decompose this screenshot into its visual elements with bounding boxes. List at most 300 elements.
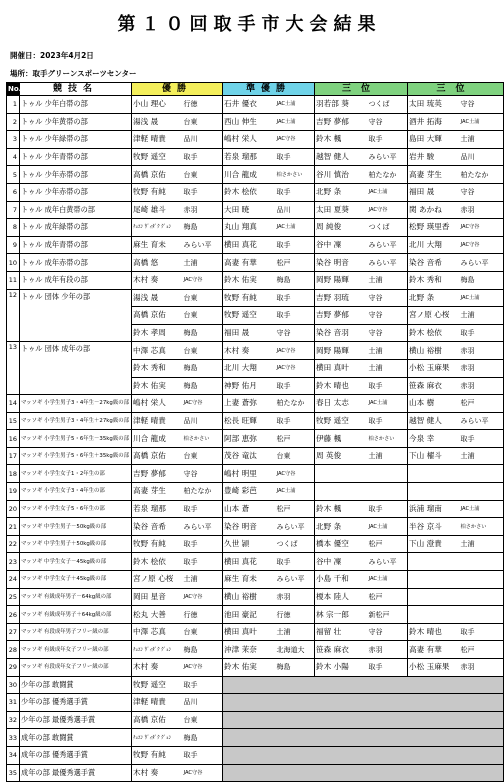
school-name: 行徳 bbox=[183, 96, 223, 114]
school-name: 土浦 bbox=[276, 623, 315, 641]
athlete-name: 川合 龍成 bbox=[132, 430, 183, 448]
school-name: 梅島 bbox=[276, 271, 315, 289]
school-name: みらい平 bbox=[183, 236, 223, 254]
event-name: マッソギ 小学生女子3・4年生の部 bbox=[20, 483, 132, 501]
school-name: 梅島 bbox=[183, 324, 223, 342]
athlete-name: 高妻 有華 bbox=[408, 641, 460, 659]
athlete-name: 神野 佑月 bbox=[223, 377, 276, 395]
school-name: 松戸 bbox=[276, 254, 315, 272]
athlete-name: 牧野 遥空 bbox=[223, 307, 276, 325]
school-name: JAC守谷 bbox=[183, 659, 223, 677]
athlete-name: 木村 奏 bbox=[132, 659, 183, 677]
school-name: 取手 bbox=[368, 500, 408, 518]
table-row bbox=[7, 641, 504, 659]
athlete-name: 下山 櫂斗 bbox=[408, 447, 460, 465]
event-name: 成年の部 最優秀選手賞 bbox=[20, 764, 132, 782]
school-name: 取手 bbox=[460, 324, 504, 342]
school-name: 松戸 bbox=[368, 535, 408, 553]
school-name bbox=[368, 465, 408, 483]
row-number: 1 bbox=[7, 96, 20, 114]
school-name: 梅島 bbox=[183, 377, 223, 395]
event-name: トゥル 少年白帯の部 bbox=[20, 96, 132, 114]
athlete-name: 麻生 育未 bbox=[132, 236, 183, 254]
athlete-name: 小山 理心 bbox=[132, 96, 183, 114]
athlete-name: 川合 龍成 bbox=[223, 166, 276, 184]
row-number: 30 bbox=[7, 676, 20, 694]
school-name: 赤羽 bbox=[460, 359, 504, 377]
school-name: 取手 bbox=[276, 412, 315, 430]
athlete-name: 小島 千和 bbox=[315, 571, 368, 589]
school-name: 柏さかさい bbox=[276, 166, 315, 184]
school-name: 取手 bbox=[183, 535, 223, 553]
athlete-name bbox=[408, 465, 460, 483]
header-third-2: 三位 bbox=[408, 83, 504, 96]
athlete-name: 谷川 慎治 bbox=[315, 166, 368, 184]
row-number: 29 bbox=[7, 659, 20, 677]
athlete-name: 宮ノ原 心桜 bbox=[132, 571, 183, 589]
athlete-name: 北野 条 bbox=[408, 289, 460, 307]
school-name: JAC土浦 bbox=[368, 183, 408, 201]
table-row bbox=[7, 96, 504, 114]
event-name: マッソギ 中学生女子＋45kg級の部 bbox=[20, 571, 132, 589]
school-name: 土浦 bbox=[460, 447, 504, 465]
header-third-1: 三位 bbox=[315, 83, 408, 96]
athlete-name: 岡野 陽輝 bbox=[315, 342, 368, 360]
event-name: トゥル 少年赤帯の部 bbox=[20, 183, 132, 201]
athlete-name: 橋本 優空 bbox=[315, 535, 368, 553]
school-name bbox=[460, 588, 504, 606]
school-name: 土浦 bbox=[368, 359, 408, 377]
row-number: 13 bbox=[7, 342, 20, 395]
athlete-name: 牧野 有純 bbox=[132, 746, 183, 764]
school-name: 柏たなか bbox=[368, 166, 408, 184]
athlete-name: 北川 大翔 bbox=[223, 359, 276, 377]
school-name: 土浦 bbox=[183, 571, 223, 589]
athlete-name: 半谷 京斗 bbox=[408, 518, 460, 536]
row-number: 15 bbox=[7, 412, 20, 430]
event-name: 成年の部 優秀選手賞 bbox=[20, 746, 132, 764]
athlete-name: 吉野 夢郁 bbox=[315, 307, 368, 325]
athlete-name: 北野 条 bbox=[315, 183, 368, 201]
row-number: 2 bbox=[7, 113, 20, 131]
event-name: マッソギ 有段成年男子フリー級の部 bbox=[20, 623, 132, 641]
row-number: 4 bbox=[7, 148, 20, 166]
school-name: 柏さかさい bbox=[368, 430, 408, 448]
school-name: 柏たなか bbox=[183, 483, 223, 501]
school-name: つくば bbox=[368, 96, 408, 114]
school-name: 松戸 bbox=[276, 500, 315, 518]
school-name: JAC土浦 bbox=[276, 113, 315, 131]
school-name: 松戸 bbox=[460, 395, 504, 413]
school-name: 品川 bbox=[276, 201, 315, 219]
event-name: マッソギ 有級成年男子＋64kg級の部 bbox=[20, 606, 132, 624]
athlete-name: 越智 健人 bbox=[408, 412, 460, 430]
school-name: みらい平 bbox=[460, 254, 504, 272]
athlete-name: 尾崎 雄斗 bbox=[132, 201, 183, 219]
athlete-name: 池田 豪記 bbox=[223, 606, 276, 624]
row-number: 28 bbox=[7, 641, 20, 659]
table-row bbox=[7, 289, 504, 307]
row-number: 5 bbox=[7, 166, 20, 184]
athlete-name: ﾁｭｴﾝ ｳﾞｨﾀﾞｸ ｸﾞｪﾝ bbox=[132, 219, 183, 237]
row-number: 11 bbox=[7, 271, 20, 289]
school-name: 台東 bbox=[183, 113, 223, 131]
school-name: 取手 bbox=[183, 553, 223, 571]
athlete-name: 北川 大翔 bbox=[408, 236, 460, 254]
school-name: 梅島 bbox=[276, 659, 315, 677]
school-name: 新松戸 bbox=[368, 606, 408, 624]
school-name: 守谷 bbox=[368, 324, 408, 342]
school-name: 台東 bbox=[183, 623, 223, 641]
school-name: 赤羽 bbox=[183, 201, 223, 219]
athlete-name: 高橋 京佑 bbox=[132, 447, 183, 465]
row-number: 24 bbox=[7, 571, 20, 589]
empty-cell bbox=[223, 746, 504, 764]
table-row bbox=[7, 219, 504, 237]
table-row bbox=[7, 148, 504, 166]
athlete-name: 横山 裕樹 bbox=[223, 588, 276, 606]
school-name: 柏さかさい bbox=[460, 518, 504, 536]
school-name: 守谷 bbox=[460, 183, 504, 201]
school-name: 台東 bbox=[183, 711, 223, 729]
athlete-name: 横田 真花 bbox=[223, 553, 276, 571]
date-line: 開催日：2023年4月2日 bbox=[10, 51, 94, 60]
event-name: トゥル 成年赤帯の部 bbox=[20, 254, 132, 272]
event-name: トゥル 団体 少年の部 bbox=[20, 289, 132, 342]
athlete-name: 高橋 京佑 bbox=[132, 307, 183, 325]
athlete-name: 鈴木 小陽 bbox=[315, 659, 368, 677]
row-number: 18 bbox=[7, 465, 20, 483]
school-name: JAC守谷 bbox=[183, 271, 223, 289]
school-name: 取手 bbox=[368, 377, 408, 395]
athlete-name: 鈴木 楓 bbox=[315, 131, 368, 149]
athlete-name: 羽若部 葵 bbox=[315, 96, 368, 114]
school-name: 取手 bbox=[183, 183, 223, 201]
school-name: JAC土浦 bbox=[460, 113, 504, 131]
school-name: JAC守谷 bbox=[460, 236, 504, 254]
school-name: 取手 bbox=[276, 148, 315, 166]
athlete-name: 春日 太志 bbox=[315, 395, 368, 413]
row-number: 17 bbox=[7, 447, 20, 465]
athlete-name: ﾁｭｴﾝ ｳﾞｨﾀﾞｸ ｸﾞｪﾝ bbox=[132, 641, 183, 659]
athlete-name: 松丸 大善 bbox=[132, 606, 183, 624]
school-name: 取手 bbox=[460, 623, 504, 641]
school-name: 赤羽 bbox=[276, 588, 315, 606]
school-name: 品川 bbox=[183, 412, 223, 430]
school-name: 柏たなか bbox=[460, 166, 504, 184]
row-number: 25 bbox=[7, 588, 20, 606]
table-row bbox=[7, 201, 504, 219]
event-name: トゥル 成年白黄帯の部 bbox=[20, 201, 132, 219]
athlete-name: 山本 樹 bbox=[408, 395, 460, 413]
school-name: みらい平 bbox=[276, 518, 315, 536]
table-row bbox=[7, 694, 504, 712]
school-name bbox=[460, 465, 504, 483]
athlete-name: 横田 真花 bbox=[223, 236, 276, 254]
school-name: JAC守谷 bbox=[183, 395, 223, 413]
school-name: 台東 bbox=[183, 289, 223, 307]
athlete-name: 鈴木 孝周 bbox=[132, 324, 183, 342]
school-name bbox=[460, 553, 504, 571]
table-row bbox=[7, 483, 504, 501]
event-name: マッソギ 小学生男子3・4年生－27kg級の部 bbox=[20, 395, 132, 413]
table-row bbox=[7, 254, 504, 272]
table-row bbox=[7, 764, 504, 782]
athlete-name: 横田 真叶 bbox=[315, 359, 368, 377]
school-name: 土浦 bbox=[183, 254, 223, 272]
school-name: 土浦 bbox=[460, 307, 504, 325]
school-name: 守谷 bbox=[460, 96, 504, 114]
empty-cell bbox=[223, 694, 504, 712]
athlete-name: 今泉 幸 bbox=[408, 430, 460, 448]
athlete-name: 津軽 晴貴 bbox=[132, 412, 183, 430]
event-name: トゥル 少年緑帯の部 bbox=[20, 131, 132, 149]
event-name: マッソギ 小学生女子5・6年生の部 bbox=[20, 500, 132, 518]
athlete-name: 丸山 翔真 bbox=[223, 219, 276, 237]
school-name: JAC守谷 bbox=[183, 764, 223, 782]
school-name: JAC土浦 bbox=[368, 518, 408, 536]
event-name: トゥル 少年青帯の部 bbox=[20, 148, 132, 166]
table-row bbox=[7, 166, 504, 184]
school-name: 守谷 bbox=[368, 113, 408, 131]
athlete-name: 福田 晟 bbox=[408, 183, 460, 201]
athlete-name: 周 純俊 bbox=[315, 219, 368, 237]
empty-cell bbox=[223, 764, 504, 782]
event-name: トゥル 成年有段の部 bbox=[20, 271, 132, 289]
event-name: マッソギ 中学生男子＋50kg級の部 bbox=[20, 535, 132, 553]
school-name: JAC土浦 bbox=[368, 395, 408, 413]
athlete-name: 鈴木 桧依 bbox=[223, 183, 276, 201]
school-name: 取手 bbox=[276, 289, 315, 307]
school-name: 梅島 bbox=[460, 271, 504, 289]
header-second: 準優勝 bbox=[223, 83, 315, 96]
row-number: 26 bbox=[7, 606, 20, 624]
athlete-name bbox=[315, 465, 368, 483]
athlete-name bbox=[408, 571, 460, 589]
school-name: JAC守谷 bbox=[276, 359, 315, 377]
event-name: マッソギ 有級成年女子フリー級の部 bbox=[20, 641, 132, 659]
school-name: JAC土浦 bbox=[368, 571, 408, 589]
venue-line: 場所：取手グリーンスポーツセンター bbox=[10, 69, 137, 78]
athlete-name: 酒井 拓海 bbox=[408, 113, 460, 131]
event-name: マッソギ 有段成年女子フリー級の部 bbox=[20, 659, 132, 677]
athlete-name: 鈴木 晴也 bbox=[408, 623, 460, 641]
school-name: 行徳 bbox=[276, 606, 315, 624]
table-row bbox=[7, 659, 504, 677]
athlete-name: 上妻 蒼弥 bbox=[223, 395, 276, 413]
school-name: みらい平 bbox=[276, 571, 315, 589]
athlete-name: 吉野 夢郁 bbox=[315, 113, 368, 131]
header-event: 競技名 bbox=[20, 83, 132, 96]
school-name: JAC守谷 bbox=[276, 342, 315, 360]
athlete-name: 浜浦 瑠南 bbox=[408, 500, 460, 518]
table-row bbox=[7, 131, 504, 149]
event-name: トゥル 成年緑帯の部 bbox=[20, 219, 132, 237]
athlete-name: 鈴木 秀和 bbox=[408, 271, 460, 289]
school-name: 台東 bbox=[183, 166, 223, 184]
school-name: 守谷 bbox=[368, 307, 408, 325]
athlete-name: 鈴木 佑実 bbox=[132, 377, 183, 395]
school-name: 取手 bbox=[276, 183, 315, 201]
school-name: 取手 bbox=[276, 553, 315, 571]
school-name: 土浦 bbox=[368, 271, 408, 289]
school-name: 守谷 bbox=[183, 465, 223, 483]
athlete-name: 高橋 京佑 bbox=[132, 711, 183, 729]
table-row bbox=[7, 500, 504, 518]
table-row bbox=[7, 571, 504, 589]
event-name: マッソギ 小学生男子3・4年生＋27kg級の部 bbox=[20, 412, 132, 430]
event-name: マッソギ 小学生女子1・2年生の部 bbox=[20, 465, 132, 483]
school-name: JAC土浦 bbox=[460, 500, 504, 518]
school-name: JAC土浦 bbox=[276, 483, 315, 501]
athlete-name: 染谷 明音 bbox=[315, 254, 368, 272]
school-name: 品川 bbox=[183, 131, 223, 149]
athlete-name: 牧野 遥空 bbox=[132, 148, 183, 166]
table-row bbox=[7, 183, 504, 201]
table-row bbox=[7, 271, 504, 289]
school-name: みらい平 bbox=[460, 412, 504, 430]
athlete-name bbox=[408, 483, 460, 501]
row-number: 33 bbox=[7, 729, 20, 747]
row-number: 34 bbox=[7, 746, 20, 764]
row-number: 16 bbox=[7, 430, 20, 448]
school-name: 行徳 bbox=[183, 606, 223, 624]
athlete-name: 周 英俊 bbox=[315, 447, 368, 465]
school-name: みらい平 bbox=[368, 553, 408, 571]
row-number: 21 bbox=[7, 518, 20, 536]
event-name: マッソギ 小学生男子5・6年生－35kg級の部 bbox=[20, 430, 132, 448]
header-no: No. bbox=[7, 83, 20, 96]
results-table bbox=[6, 82, 504, 782]
row-number: 12 bbox=[7, 289, 20, 342]
athlete-name: 太田 夏葵 bbox=[315, 201, 368, 219]
athlete-name: 豊崎 彩芭 bbox=[223, 483, 276, 501]
school-name: 赤羽 bbox=[460, 659, 504, 677]
athlete-name: 木村 奏 bbox=[223, 342, 276, 360]
athlete-name: 阿部 恵弥 bbox=[223, 430, 276, 448]
athlete-name: 岩井 駿 bbox=[408, 148, 460, 166]
table-row bbox=[7, 746, 504, 764]
athlete-name bbox=[408, 588, 460, 606]
school-name: 梅島 bbox=[183, 641, 223, 659]
school-name: 梅島 bbox=[183, 359, 223, 377]
athlete-name: 大田 暁 bbox=[223, 201, 276, 219]
row-number: 9 bbox=[7, 236, 20, 254]
athlete-name: 太田 琉英 bbox=[408, 96, 460, 114]
athlete-name: 牧野 遥空 bbox=[132, 676, 183, 694]
school-name: 梅島 bbox=[183, 219, 223, 237]
school-name: 土浦 bbox=[368, 447, 408, 465]
school-name: 品川 bbox=[460, 148, 504, 166]
athlete-name: 下山 澄貴 bbox=[408, 535, 460, 553]
event-name: 少年の部 最優秀選手賞 bbox=[20, 711, 132, 729]
school-name: 台東 bbox=[183, 447, 223, 465]
athlete-name: 鈴木 楓 bbox=[315, 500, 368, 518]
school-name: 土浦 bbox=[460, 535, 504, 553]
athlete-name: 牧野 有純 bbox=[223, 289, 276, 307]
row-number: 10 bbox=[7, 254, 20, 272]
school-name: 赤羽 bbox=[460, 377, 504, 395]
athlete-name: 岡野 陽輝 bbox=[315, 271, 368, 289]
school-name: 土浦 bbox=[368, 342, 408, 360]
results-body bbox=[7, 96, 504, 782]
athlete-name: 榎本 陸人 bbox=[315, 588, 368, 606]
school-name: 赤羽 bbox=[460, 342, 504, 360]
table-row bbox=[7, 113, 504, 131]
athlete-name: 湯浅 晟 bbox=[132, 113, 183, 131]
row-number: 6 bbox=[7, 183, 20, 201]
row-number: 7 bbox=[7, 201, 20, 219]
school-name: 取手 bbox=[183, 500, 223, 518]
school-name: 土浦 bbox=[460, 131, 504, 149]
school-name: JAC土浦 bbox=[276, 96, 315, 114]
row-number: 32 bbox=[7, 711, 20, 729]
athlete-name: ﾁｭｴﾝ ｳﾞｨﾀﾞｸ ｸﾞｪﾝ bbox=[132, 729, 183, 747]
school-name: 赤羽 bbox=[460, 201, 504, 219]
school-name: 取手 bbox=[460, 430, 504, 448]
athlete-name: 津軽 晴貴 bbox=[132, 694, 183, 712]
school-name: 台東 bbox=[276, 447, 315, 465]
athlete-name: 鈴木 秀和 bbox=[132, 359, 183, 377]
event-name: マッソギ 小学生男子5・6年生＋35kg級の部 bbox=[20, 447, 132, 465]
athlete-name: 牧野 有純 bbox=[132, 535, 183, 553]
school-name: つくば bbox=[276, 535, 315, 553]
event-name: マッソギ 中学生男子－50kg級の部 bbox=[20, 518, 132, 536]
athlete-name: 林 宗一郎 bbox=[315, 606, 368, 624]
school-name: JAC土浦 bbox=[460, 289, 504, 307]
event-name: トゥル 成年青帯の部 bbox=[20, 236, 132, 254]
event-name: マッソギ 中学生女子－45kg級の部 bbox=[20, 553, 132, 571]
school-name: 守谷 bbox=[368, 623, 408, 641]
athlete-name: 染谷 音羽 bbox=[315, 324, 368, 342]
athlete-name: 鈴木 桧依 bbox=[408, 324, 460, 342]
athlete-name: 染谷 音希 bbox=[408, 254, 460, 272]
athlete-name: 吉野 羽琉 bbox=[315, 289, 368, 307]
table-row bbox=[7, 342, 504, 360]
school-name: JAC守谷 bbox=[368, 201, 408, 219]
table-row bbox=[7, 623, 504, 641]
athlete-name bbox=[408, 606, 460, 624]
athlete-name: 木村 奏 bbox=[132, 764, 183, 782]
athlete-name: 島田 大輝 bbox=[408, 131, 460, 149]
school-name: 台東 bbox=[183, 307, 223, 325]
event-name: 少年の部 優秀選手賞 bbox=[20, 694, 132, 712]
empty-cell bbox=[223, 676, 504, 694]
athlete-name: 鈴木 桧依 bbox=[132, 553, 183, 571]
row-number: 35 bbox=[7, 764, 20, 782]
school-name: 守谷 bbox=[276, 324, 315, 342]
school-name: 取手 bbox=[183, 148, 223, 166]
athlete-name: 松野 瑛里香 bbox=[408, 219, 460, 237]
row-number: 19 bbox=[7, 483, 20, 501]
athlete-name: 高妻 芽生 bbox=[408, 166, 460, 184]
school-name: 松戸 bbox=[460, 641, 504, 659]
athlete-name: 松長 旺輝 bbox=[223, 412, 276, 430]
table-row bbox=[7, 711, 504, 729]
athlete-name: 嶋村 栄人 bbox=[223, 131, 276, 149]
athlete-name: 吉野 夢郁 bbox=[132, 465, 183, 483]
school-name: みらい平 bbox=[368, 236, 408, 254]
athlete-name: 嶋村 栄人 bbox=[132, 395, 183, 413]
event-name: 成年の部 敢闘賞 bbox=[20, 729, 132, 747]
school-name: 梅島 bbox=[183, 729, 223, 747]
athlete-name: 北野 条 bbox=[315, 518, 368, 536]
athlete-name bbox=[408, 553, 460, 571]
empty-cell bbox=[223, 711, 504, 729]
row-number: 31 bbox=[7, 694, 20, 712]
school-name bbox=[460, 483, 504, 501]
school-name: 柏さかさい bbox=[183, 430, 223, 448]
